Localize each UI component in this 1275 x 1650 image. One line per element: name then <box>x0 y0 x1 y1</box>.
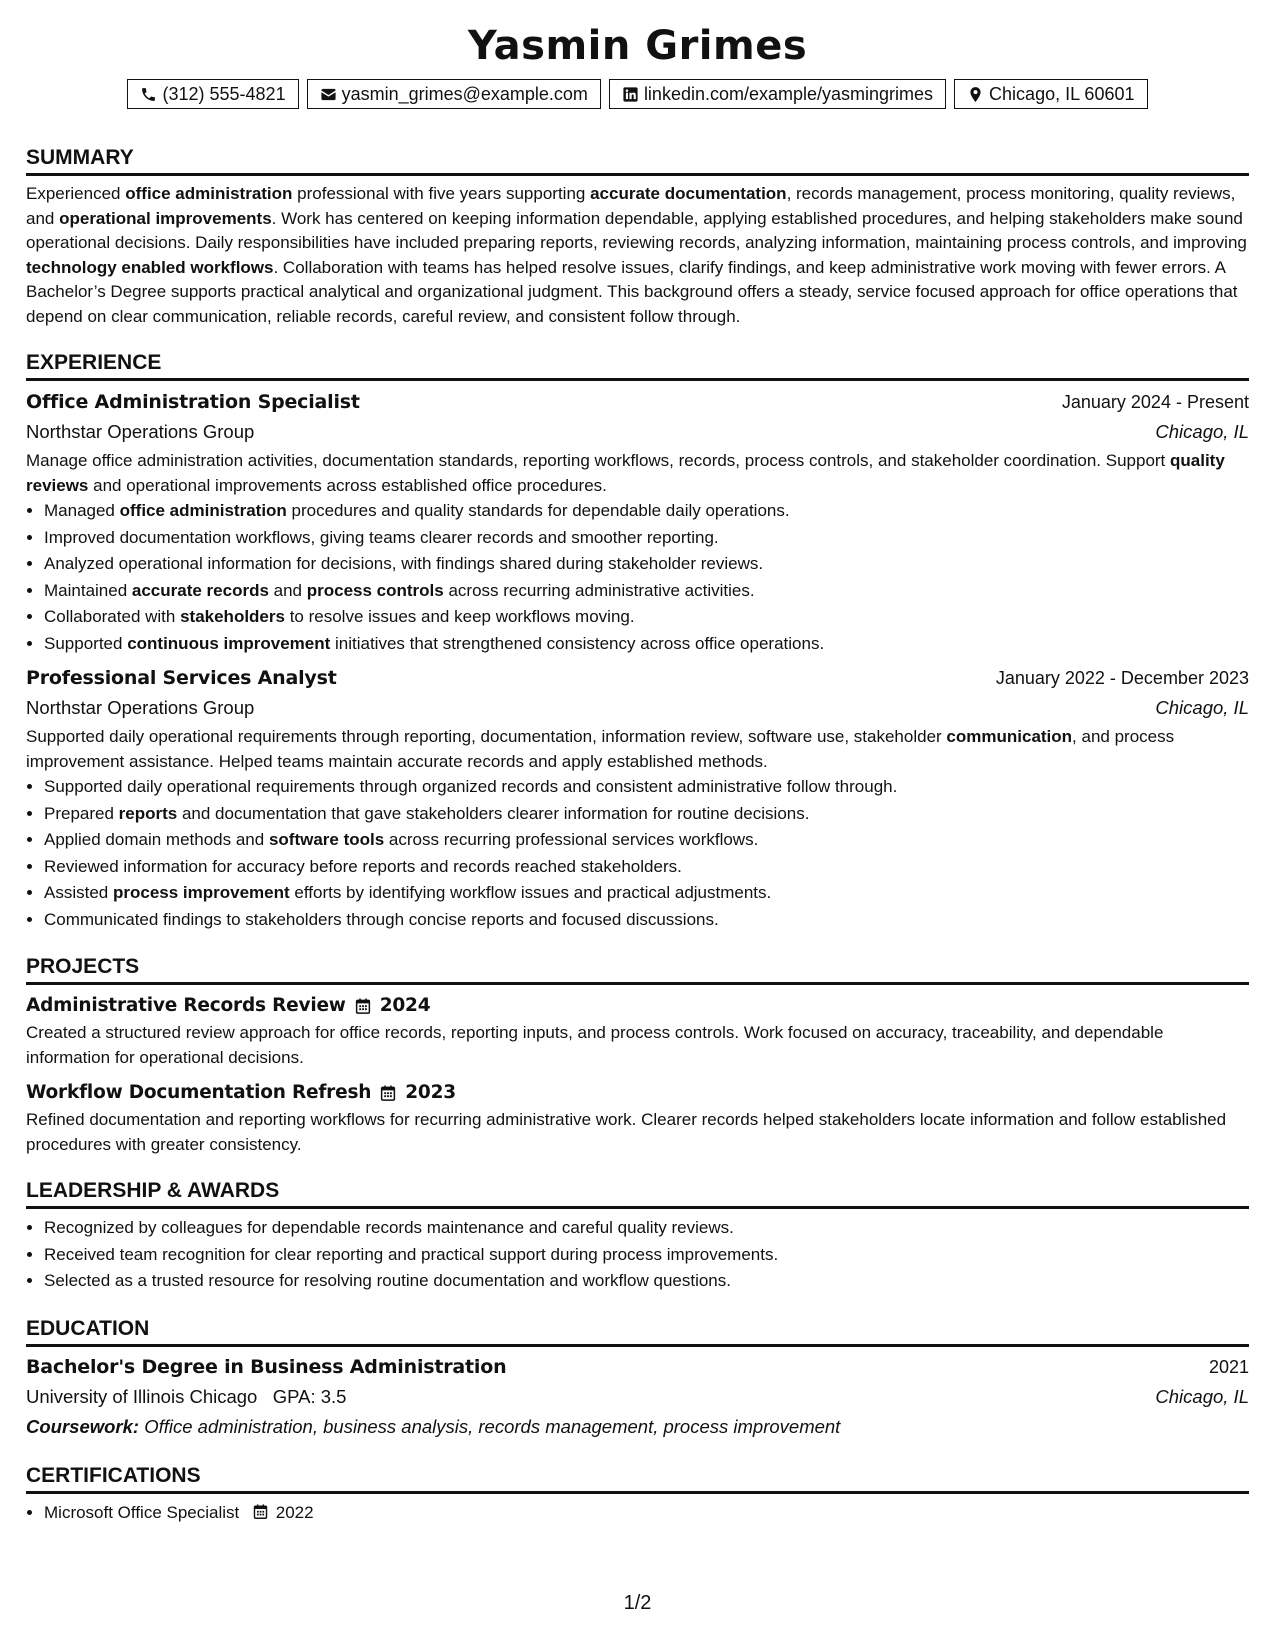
job-bullet <box>44 774 1249 801</box>
text-run: Manage office administration activities, documentation standards, reporting workflows, records, process controls, and stakeholder coordination. Support <box>26 451 1171 470</box>
section-heading: PROJECTS <box>26 948 1249 985</box>
school-name: University of Illinois Chicago <box>26 1385 258 1407</box>
job-location: Chicago, IL <box>1155 697 1249 718</box>
certifications-list <box>26 1500 1249 1527</box>
project-year: 2024 <box>379 995 431 1016</box>
project-title: Administrative Records Review <box>26 995 346 1016</box>
section-heading: LEADERSHIP & AWARDS <box>26 1172 1249 1209</box>
experience-section <box>26 344 1249 933</box>
text-run: efforts by identifying workflow issues and practical adjustments. <box>289 883 772 902</box>
section-heading: EDUCATION <box>26 1310 1249 1347</box>
bold-phrase: accurate documentation <box>590 184 787 203</box>
certification-item <box>44 1500 1249 1527</box>
calendar-icon <box>252 1503 269 1520</box>
phone-icon <box>140 86 157 103</box>
project-year: 2023 <box>405 1082 456 1103</box>
job-bullet <box>44 525 1249 552</box>
job-bullet <box>44 827 1249 854</box>
text-run: Managed <box>44 501 120 520</box>
job-bullet <box>44 604 1249 631</box>
text-run: to resolve issues and keep workflows moving. <box>284 607 635 626</box>
job-dates: January 2024 - Present <box>1061 392 1249 412</box>
project-description: Refined documentation and reporting workflows for recurring administrative work. Clearer records helped stakeholders locate information and follow established procedures with greater consistency. <box>26 1110 1227 1154</box>
bold-phrase: process controls <box>306 580 444 600</box>
graduation-year: 2021 <box>1208 1356 1249 1377</box>
project-entry <box>26 991 1249 1070</box>
contact-location-text: Chicago, IL 60601 <box>989 84 1135 104</box>
job-entry <box>26 387 1249 657</box>
education-section <box>26 1310 1249 1442</box>
calendar-icon <box>379 1084 397 1102</box>
text-run: across recurring administrative activities. <box>443 580 755 600</box>
text-run: Improved documentation workflows, giving teams clearer records and smoother reporting. <box>44 527 719 547</box>
bold-phrase: reports <box>118 803 178 823</box>
job-location: Chicago, IL <box>1155 421 1249 442</box>
job-title: Office Administration Specialist <box>26 391 360 413</box>
coursework-text: Office administration, business analysis, records management, process improvement <box>144 1415 841 1437</box>
bold-phrase: office administration <box>119 501 287 520</box>
text-run: Reviewed information for accuracy before reports and records reached stakeholders. <box>44 856 682 876</box>
contact-phone-text: (312) 555-4821 <box>162 84 286 104</box>
project-entry <box>26 1078 1249 1157</box>
section-heading: EXPERIENCE <box>26 344 1249 381</box>
project-description: Created a structured review approach for office records, reporting inputs, and process controls. Work focused on accuracy, traceability, and dependable information for operational decisions. <box>26 1023 1164 1067</box>
job-bullets <box>26 498 1249 657</box>
certification-name: Microsoft Office Specialist <box>44 1502 240 1522</box>
bold-phrase: software tools <box>268 830 385 849</box>
bold-phrase: continuous improvement <box>127 633 331 653</box>
text-run: . Collaboration with teams has helped resolve issues, clarify findings, and keep administrative work moving with fewer errors. A Bachelor’s Degree supports practical analytical and organizational judgment. This background offers a steady, service focused approach for office operations that depend on clear communication, reliable records, careful review, and consistent follow through. <box>26 257 1238 326</box>
contact-email-text: yasmin_grimes@example.com <box>341 84 588 104</box>
text-run: . Work has centered on keeping information dependable, applying established procedures, and helping stakeholders make sound operational decisions. Daily responsibilities have included preparing reports, reviewing records, analyzing information, maintaining process controls, and improving <box>26 208 1247 252</box>
job-bullet <box>44 551 1249 578</box>
text-run: and <box>268 580 307 600</box>
job-bullet <box>44 801 1249 828</box>
job-bullet <box>44 880 1249 907</box>
map-marker-icon <box>967 86 984 103</box>
contact-email[interactable] <box>307 79 601 109</box>
text-run: Communicated findings to stakeholders through concise reports and focused discussions. <box>44 909 719 929</box>
text-run: Maintained <box>44 580 132 600</box>
contact-phone[interactable] <box>127 79 298 109</box>
text-run: Applied domain methods and <box>44 830 269 849</box>
bold-phrase: process improvement <box>112 883 290 902</box>
job-description <box>26 449 1249 498</box>
job-bullet <box>44 578 1249 605</box>
section-heading: CERTIFICATIONS <box>26 1457 1249 1494</box>
page-number: 1/2 <box>623 1592 652 1614</box>
text-run: Supported <box>44 633 128 653</box>
company-name: Northstar Operations Group <box>26 697 255 718</box>
projects-section <box>26 948 1249 1157</box>
bold-phrase: technology enabled workflows <box>26 257 274 277</box>
job-bullet <box>44 854 1249 881</box>
bold-phrase: operational improvements <box>59 208 272 228</box>
school-location: Chicago, IL <box>1155 1385 1249 1407</box>
leadership-bullet: • Selected as a trusted resource for resolving routine documentation and workflow questions. <box>44 1268 1249 1295</box>
text-run: and documentation that gave stakeholders clearer information for routine decisions. <box>177 803 810 823</box>
leadership-bullet: • Received team recognition for clear reporting and practical support during process improvements. <box>44 1242 1249 1269</box>
job-entry <box>26 663 1249 933</box>
text-run: across recurring professional services workflows. <box>384 830 759 849</box>
text-run: Supported daily operational requirements through reporting, documentation, information review, software use, stakeholder <box>26 727 947 746</box>
envelope-icon <box>320 86 337 103</box>
linkedin-icon <box>622 86 639 103</box>
text-run: , and process improvement assistance. Helped teams maintain accurate records and apply established methods. <box>26 727 1175 771</box>
coursework <box>26 1412 1249 1442</box>
coursework-label: Coursework: <box>26 1415 140 1437</box>
job-bullet <box>44 907 1249 934</box>
job-bullet <box>44 631 1249 658</box>
gpa: GPA: 3.5 <box>272 1385 347 1407</box>
text-run: initiatives that strengthened consistency across office operations. <box>330 633 825 653</box>
text-run: Experienced <box>26 184 126 203</box>
certification-year: 2022 <box>275 1502 314 1522</box>
leadership-bullet: • Recognized by colleagues for dependable records maintenance and careful quality reviews. <box>44 1215 1249 1242</box>
contact-linkedin-text: linkedin.com/example/yasmingrimes <box>643 84 934 104</box>
certifications-section <box>26 1457 1249 1527</box>
bold-phrase: communication <box>946 727 1073 746</box>
text-run: Assisted <box>44 883 113 902</box>
text-run: procedures and quality standards for dependable daily operations. <box>286 501 790 520</box>
text-run: Collaborated with <box>44 607 181 626</box>
bold-phrase: office administration <box>125 184 293 203</box>
project-title: Workflow Documentation Refresh <box>26 1082 372 1103</box>
degree-title: Bachelor's Degree in Business Administration <box>26 1355 507 1378</box>
company-name: Northstar Operations Group <box>26 421 255 442</box>
leadership-bullets <box>26 1215 1249 1295</box>
text-run: and operational improvements across established office procedures. <box>88 475 607 495</box>
text-run: Prepared <box>44 803 119 823</box>
summary-section <box>26 139 1249 329</box>
job-description <box>26 725 1249 774</box>
bold-phrase: stakeholders <box>180 607 285 626</box>
summary-text <box>26 182 1249 329</box>
job-bullets <box>26 774 1249 933</box>
bold-phrase: quality reviews <box>26 451 1225 495</box>
contact-linkedin[interactable] <box>609 79 946 109</box>
bold-phrase: accurate records <box>131 580 269 600</box>
job-bullet <box>44 498 1249 525</box>
leadership-section <box>26 1172 1249 1295</box>
text-run: , records management, process monitoring, quality reviews, and <box>26 184 1236 228</box>
job-title: Professional Services Analyst <box>26 667 337 689</box>
job-dates: January 2022 - December 2023 <box>995 668 1249 688</box>
contact-location <box>954 79 1147 109</box>
candidate-name: Yasmin Grimes <box>467 23 808 69</box>
section-heading: SUMMARY <box>26 139 1249 176</box>
text-run: Supported daily operational requirements through organized records and consistent administrative follow through. <box>44 777 898 796</box>
calendar-icon <box>354 997 372 1015</box>
contact-bar <box>26 79 1249 109</box>
text-run: Analyzed operational information for decisions, with findings shared during stakeholder reviews. <box>44 554 764 573</box>
text-run: professional with five years supporting <box>292 184 591 203</box>
